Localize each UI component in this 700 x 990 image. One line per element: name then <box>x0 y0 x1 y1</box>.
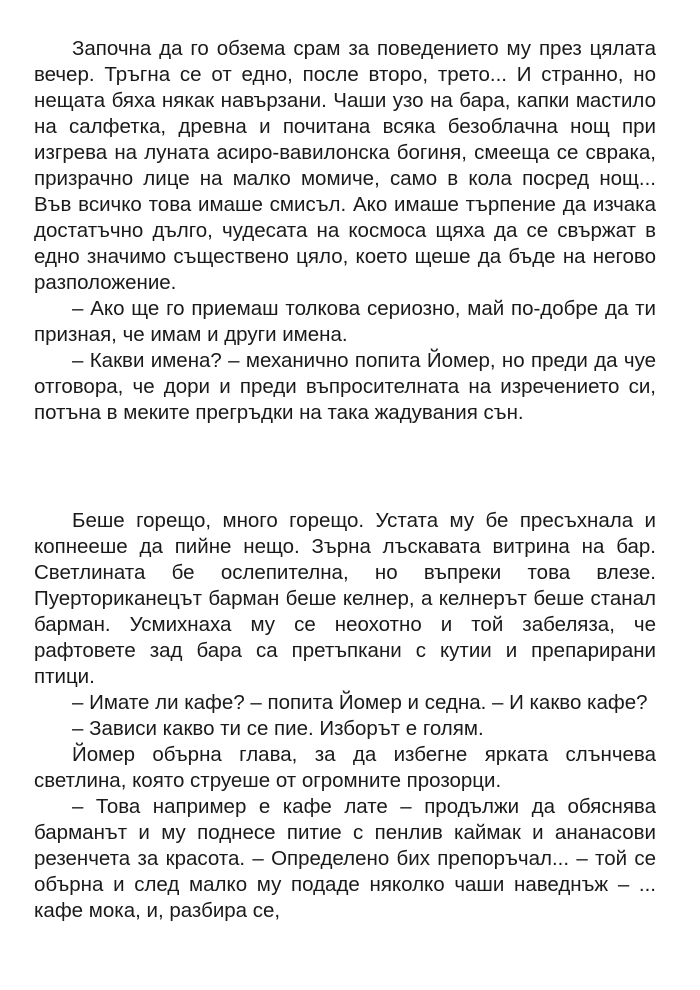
paragraph-dialogue: – Това например е кафе лате – продължи да обяснява барманът и му поднесе питие с пенлив каймак и ананасови резенчета за красота. – Определено бих препоръчал... – той се обърна и след малко му подаде няколко чаши наведнъж – ... кафе мока, и, разбира се, <box>34 795 656 922</box>
paragraph-dialogue: – Имате ли кафе? – попита Йомер и седна. – И какво кафе? <box>72 691 648 714</box>
section-two <box>34 508 656 924</box>
paragraph-dialogue: – Ако ще го приемаш толкова сериозно, май по-добре да ти призная, че имам и други имена. <box>34 297 656 346</box>
section-one <box>34 36 656 426</box>
paragraph-dialogue: – Зависи какво ти се пие. Изборът е голям. <box>72 717 484 740</box>
paragraph-narration: Беше горещо, много горещо. Устата му бе пресъхнала и копнееше да пийне нещо. Зърна лъскавата витрина на бар. Светлината бе ослепителна, но въпреки това влезе. Пуерториканецът барман беше келнер, а келнерът беше станал барман. Усмихнаха му се неохотно и той забеляза, че рафтовете зад бара са претъпкани с кутии и препарирани птици. <box>34 509 656 688</box>
paragraph-narration: Започна да го обзема срам за поведението му през цялата вечер. Тръгна се от едно, после второ, трето... И странно, но нещата бяха някак навързани. Чаши узо на бара, капки мастило на салфетка, древна и почитана всяка безоблачна нощ при изгрева на луната асиро-вавилонска богиня, смееща се сврака, призрачно лице на малко момиче, само в кола посред нощ... Във всичко това имаше смисъл. Ако имаше търпение да изчака достатъчно дълго, чудесата на космоса щяха да се свържат в едно значимо съществено цяло, което щеше да бъде на негово разположение. <box>34 37 656 294</box>
paragraph-narration: Йомер обърна глава, за да избегне ярката слънчева светлина, която струеше от огромните прозорци. <box>34 743 656 792</box>
paragraph-dialogue: – Какви имена? – механично попита Йомер, но преди да чуе отговора, че дори и преди въпросителната на изречението си, потъна в меките прегръдки на така жадувания сън. <box>34 349 656 424</box>
